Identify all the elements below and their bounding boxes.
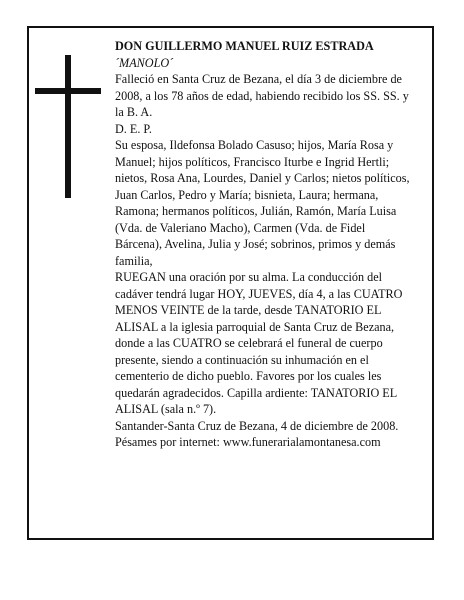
deceased-name: DON GUILLERMO MANUEL RUIZ ESTRADA	[115, 39, 374, 53]
family-list: Su esposa, Ildefonsa Bolado Casuso; hijos, María Rosa y Manuel; hijos políticos, Francisco Iturbe e Ingrid Hertli; nietos, Rosa Ana, Lourdes, Daniel y Carlos; nietos políticos, Juan Carlos, Pedro y María; bisnieta, Laura; hermana, Ramona; hermanos políticos, Julián, Ramón, María Luisa (Vda. de Valeriano Macho), Carmen (Vda. de Fidel Bárcena), Avelina, Julia y José; sobrinos, primos y demás familia,	[115, 138, 410, 268]
notice-text	[115, 38, 415, 451]
nickname: ´MANOLO´	[115, 55, 174, 70]
death-details: Falleció en Santa Cruz de Bezana, el día 3 de diciembre de 2008, a los 78 años de edad, habiendo recibido los SS. SS. y la B. A.	[115, 72, 409, 119]
condolences-line: Pésames por internet: www.funerarialamontanesa.com	[115, 435, 381, 449]
cross-icon	[65, 55, 71, 198]
place-date: Santander-Santa Cruz de Bezana, 4 de diciembre de 2008.	[115, 418, 399, 433]
funeral-request: RUEGAN una oración por su alma. La conducción del cadáver tendrá lugar HOY, JUEVES, día 4, a las CUATRO MENOS VEINTE de la tarde, desde TANATORIO EL ALISAL a la iglesia parroquial de Santa Cruz de Bezana, donde a las CUATRO se celebrará el funeral de cuerpo presente, siendo a continuación su inhumación en el cementerio de dicho pueblo. Favores por los cuales les quedarán agradecidos. Capilla ardiente: TANATORIO EL ALISAL (sala n.º 7).	[115, 270, 403, 416]
rip-line: D. E. P.	[115, 121, 152, 136]
cross-icon-bar	[35, 88, 101, 94]
